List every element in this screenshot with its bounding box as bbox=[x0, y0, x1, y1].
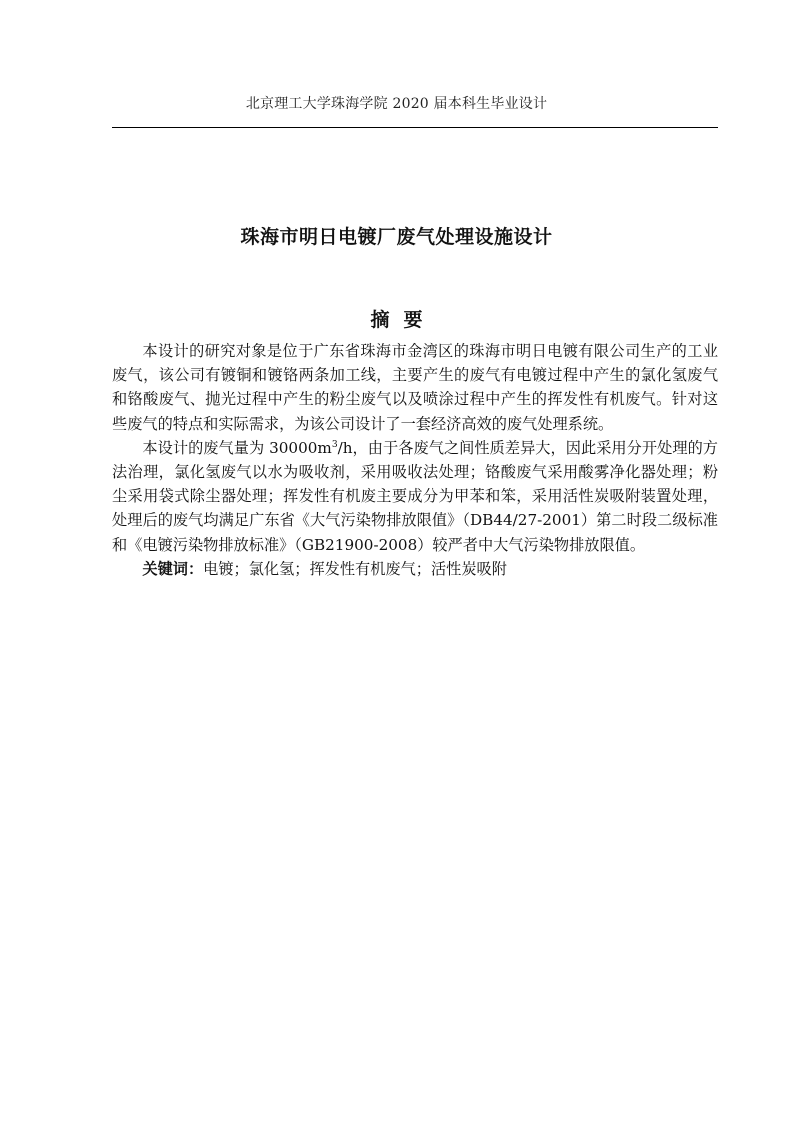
document-title: 珠海市明日电镀厂废气处理设施设计 bbox=[240, 226, 553, 248]
header-divider bbox=[112, 127, 718, 128]
abstract-heading: 摘要 bbox=[370, 309, 437, 331]
abstract-body bbox=[112, 339, 718, 581]
abstract-paragraph-2-start: 本设计的废气量为 30000m bbox=[142, 438, 332, 457]
keywords-label: 关键词： bbox=[142, 559, 204, 578]
abstract-paragraph-2 bbox=[112, 436, 718, 557]
keywords-line bbox=[112, 557, 718, 581]
abstract-paragraph-2-rest: /h，由于各废气之间性质差异大，因此采用分开处理的方法治理，氯化氢废气以水为吸收剂，采用吸收法处理；铬酸废气采用酸雾净化器处理；粉尘采用袋式除尘器处理；挥发性有机废主要成分为甲苯和笨，采用活性炭吸附装置处理，处理后的废气均满足广东省《大气污染物排放限值》（DB44/27-2001）第二时段二级标准和《电镀污染物排放标准》（GB21900-2008）较严者中大气污染物排放限值。 bbox=[112, 438, 718, 554]
cubic-superscript: 3 bbox=[331, 439, 338, 450]
abstract-paragraph-1: 本设计的研究对象是位于广东省珠海市金湾区的珠海市明日电镀有限公司生产的工业废气，该公司有镀铜和镀铬两条加工线，主要产生的废气有电镀过程中产生的氯化氢废气和铬酸废气、抛光过程中产生的粉尘废气以及喷涂过程中产生的挥发性有机废气。针对这些废气的特点和实际需求，为该公司设计了一套经济高效的废气处理系统。 bbox=[112, 342, 718, 433]
keywords-text: 电镀；氯化氢；挥发性有机废气；活性炭吸附 bbox=[203, 559, 507, 578]
running-header: 北京理工大学珠海学院 2020 届本科生毕业设计 bbox=[245, 96, 548, 112]
